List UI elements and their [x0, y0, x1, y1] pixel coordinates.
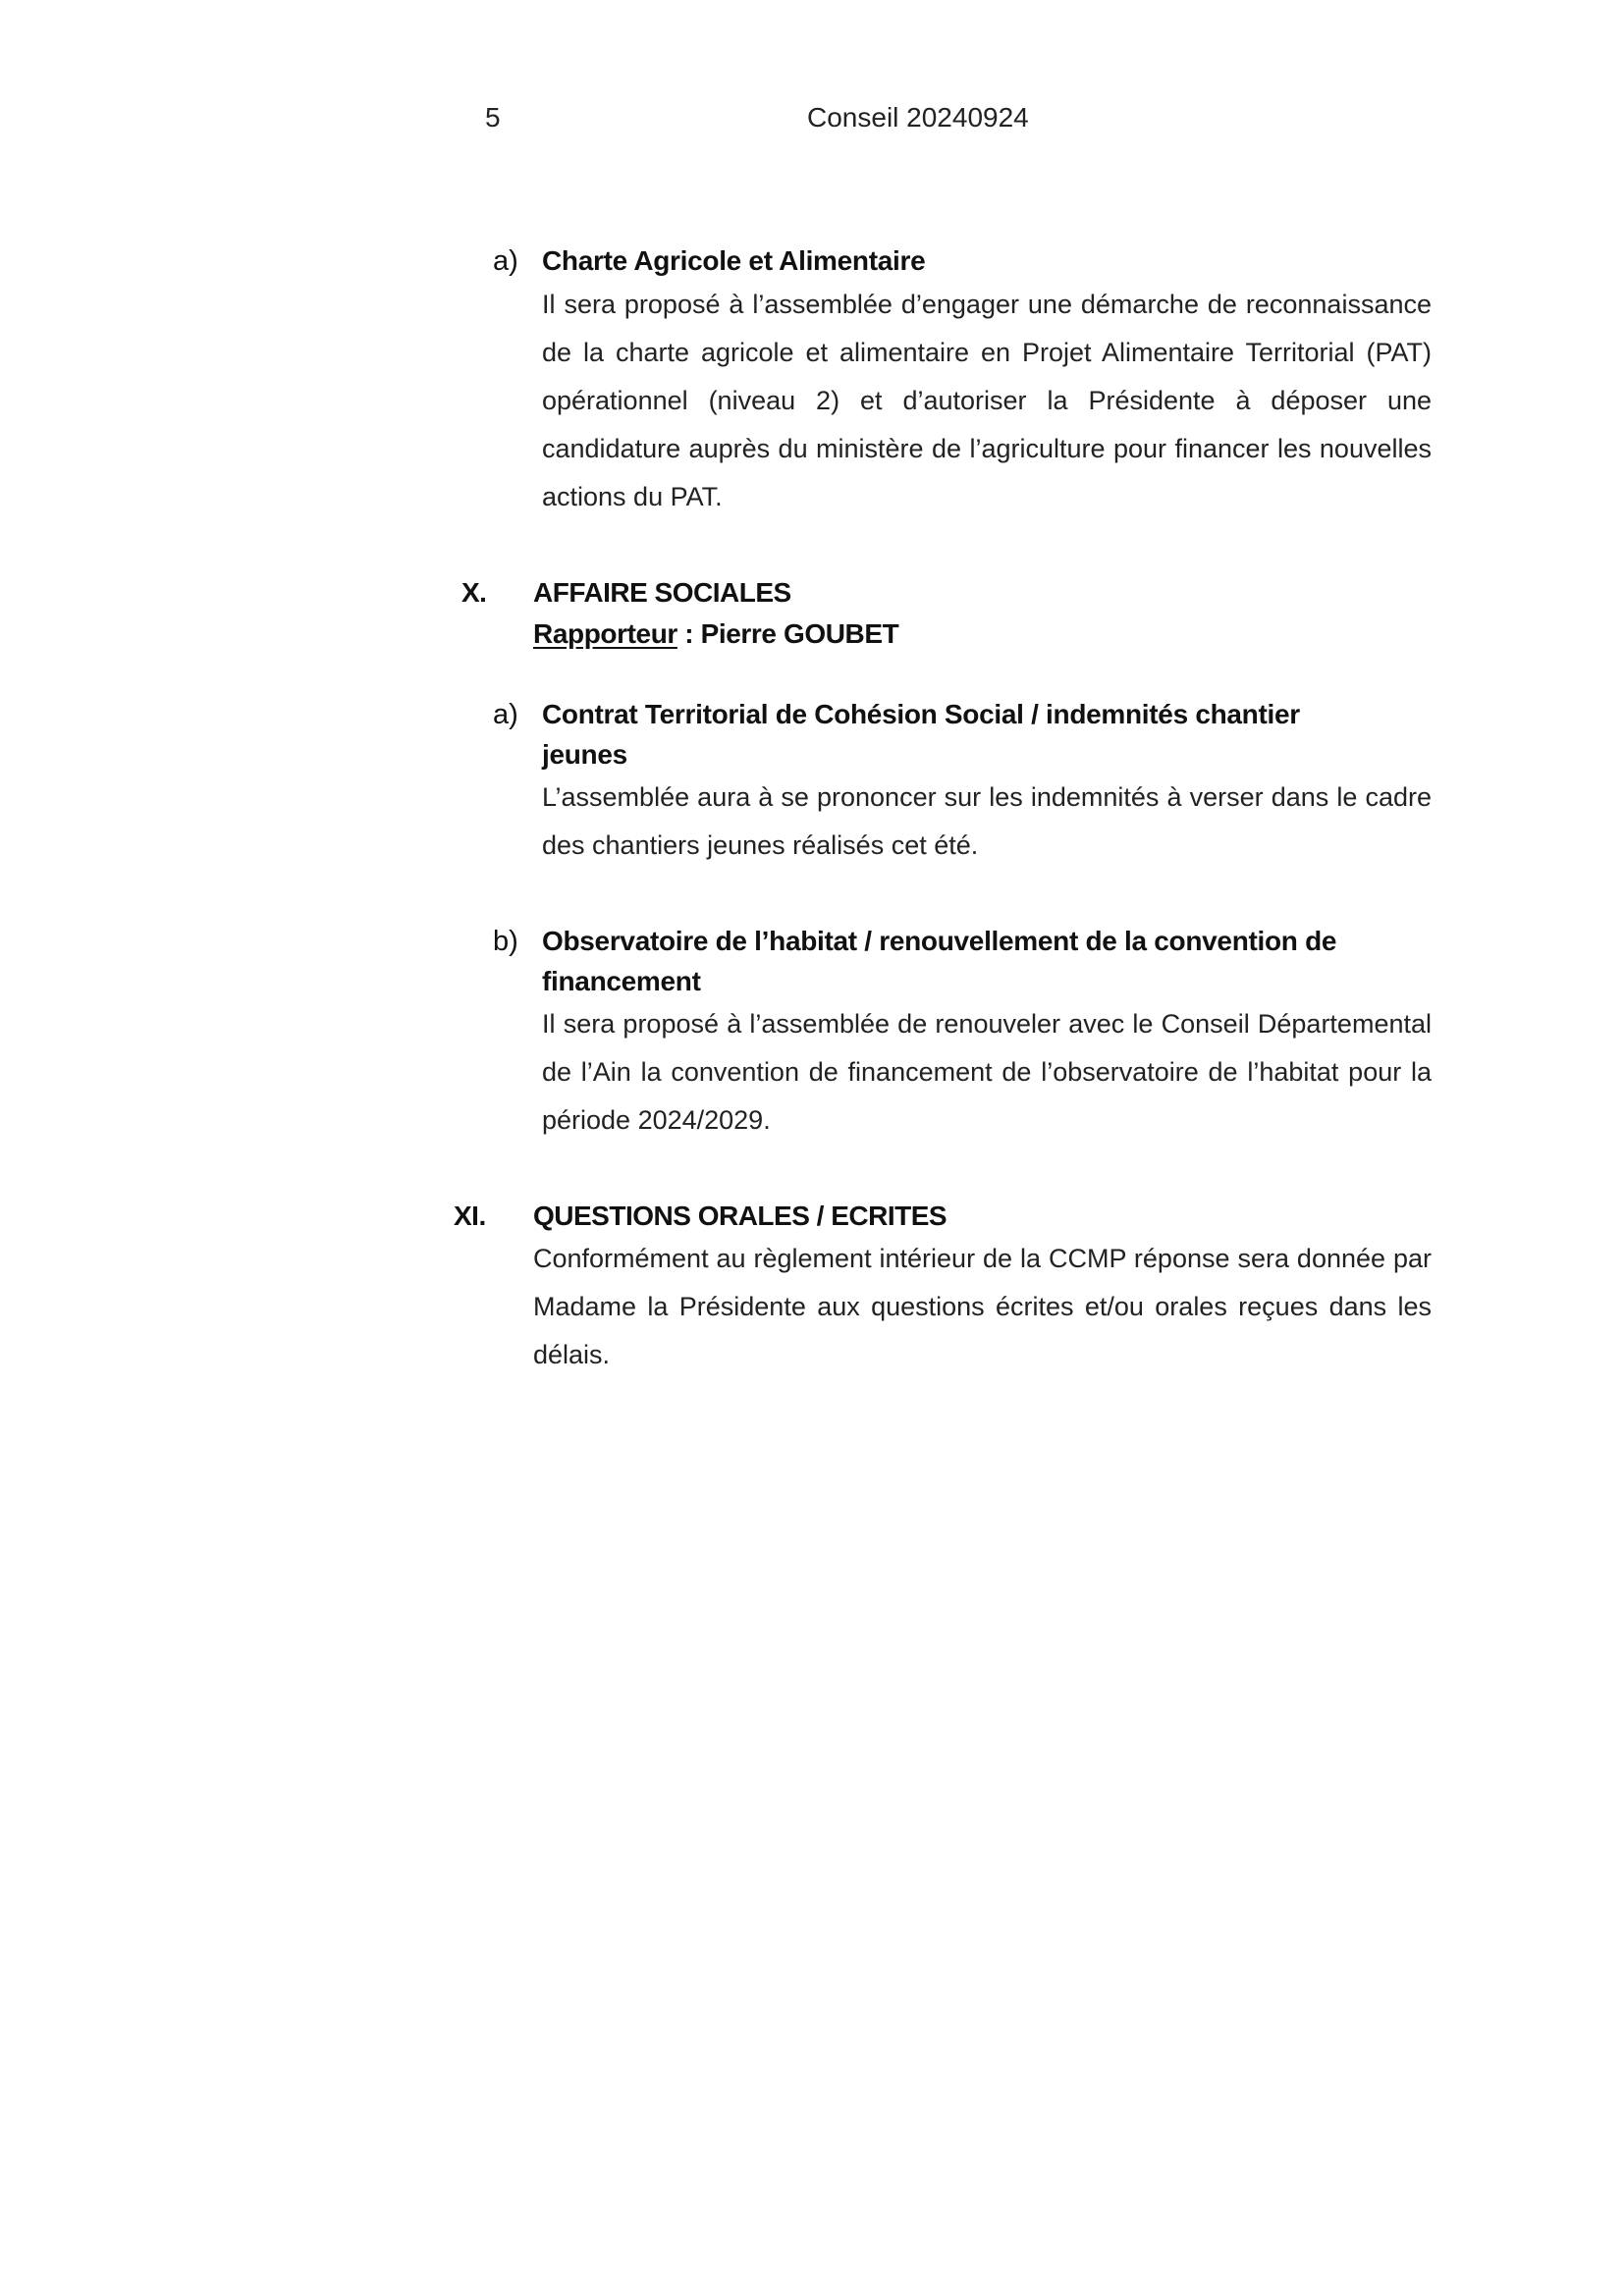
document-title: Conseil 20240924 [807, 102, 1029, 133]
item-title-line: financement [542, 966, 701, 996]
item-title-charte: Charte Agricole et Alimentaire [542, 245, 926, 276]
rapporteur-separator: : [677, 618, 701, 649]
section-numeral: XI. [454, 1201, 486, 1231]
section-title-questions: QUESTIONS ORALES / ECRITES [533, 1201, 947, 1231]
rapporteur-name: Pierre GOUBET [700, 618, 899, 649]
item-body-observatoire: Il sera proposé à l’assemblée de renouveler avec le Conseil Départemental de l’Ain la convention de financement de l’observatoire de l’habitat pour la période 2024/2029. [542, 1009, 1432, 1135]
item-title-line: Observatoire de l’habitat / renouvellement de la convention de [542, 926, 1337, 956]
rapporteur-line [533, 618, 898, 650]
item-marker: b) [493, 926, 518, 957]
section-numeral: X. [461, 577, 487, 608]
item-title-line: Contrat Territorial de Cohésion Social / indemnités chantier [542, 699, 1300, 729]
item-marker: a) [493, 245, 518, 277]
item-marker: a) [493, 699, 518, 730]
rapporteur-label: Rapporteur [533, 618, 677, 649]
page-number: 5 [485, 102, 501, 133]
item-body-charte: Il sera proposé à l’assemblée d’engager une démarche de reconnaissance de la charte agricole et alimentaire en Projet Alimentaire Territorial (PAT) opérationnel (niveau 2) et d’autoriser la Présidente à déposer une candidature auprès du ministère de l’agriculture pour financer les nouvelles actions du PAT. [542, 290, 1432, 511]
item-body-ctcs: L’assemblée aura à se prononcer sur les indemnités à verser dans le cadre des chantiers jeunes réalisés cet été. [542, 782, 1432, 860]
section-title-affaires-sociales: AFFAIRE SOCIALES [533, 577, 791, 608]
section-body-questions: Conformément au règlement intérieur de la CCMP réponse sera donnée par Madame la Présidente aux questions écrites et/ou orales reçues dans les délais. [533, 1244, 1432, 1369]
item-title-line: jeunes [542, 739, 627, 770]
